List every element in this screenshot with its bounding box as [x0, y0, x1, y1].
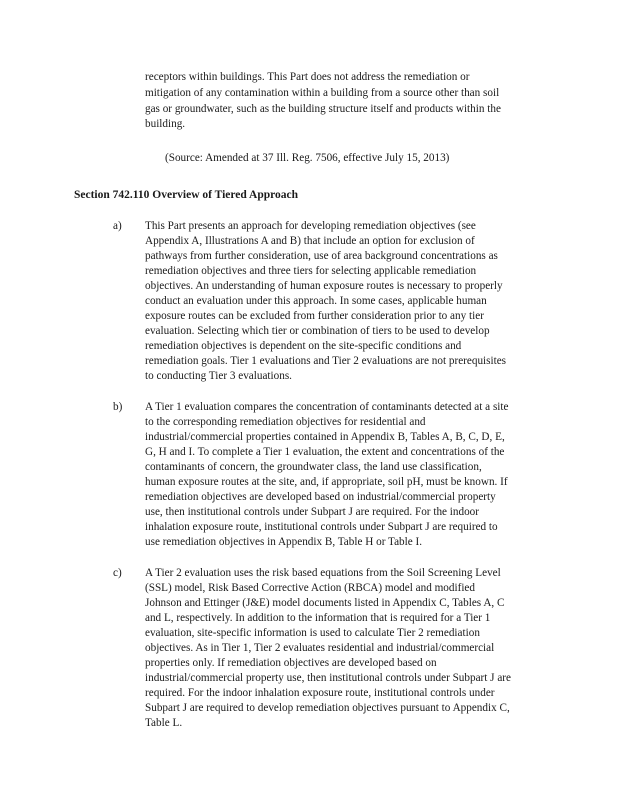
paragraph-line: remediation objectives are developed based on industrial/commercial property [145, 491, 496, 503]
subsection-marker-a: a) [113, 220, 122, 232]
paragraph-line: Appendix A, Illustrations A and B) that include an option for exclusion of [145, 235, 475, 247]
subsection-marker-b: b) [113, 401, 123, 413]
paragraph-line: objectives. An understanding of human exposure routes is necessary to properly [145, 280, 503, 292]
intro-line: receptors within buildings. This Part does not address the remediation or [145, 71, 470, 83]
intro-line: mitigation of any contamination within a building from a source other than soil [145, 87, 500, 99]
intro-line: gas or groundwater, such as the building structure itself and products within the [145, 103, 501, 115]
paragraph-line: exposure routes can be excluded from further consideration prior to any tier [145, 310, 484, 322]
source-note: (Source: Amended at 37 Ill. Reg. 7506, effective July 15, 2013) [165, 152, 450, 164]
intro-line: building. [145, 118, 186, 130]
paragraph-line: conduct an evaluation under this approach. In some cases, applicable human [145, 295, 487, 307]
paragraph-line: A Tier 1 evaluation compares the concentration of contaminants detected at a site [145, 401, 509, 413]
paragraph-line: Subpart J are required to develop remediation objectives pursuant to Appendix C, [145, 702, 510, 714]
paragraph-line: use, then institutional controls under Subpart J are required. For the indoor [145, 506, 480, 518]
paragraph-line: A Tier 2 evaluation uses the risk based equations from the Soil Screening Level [145, 567, 501, 579]
section-heading: Section 742.110 Overview of Tiered Approach [74, 189, 299, 201]
paragraph-line: Table L. [145, 717, 183, 729]
paragraph-line: contaminants of concern, the groundwater class, the land use classification, [145, 461, 482, 473]
paragraph-line: evaluation. Selecting which tier or combination of tiers to be used to develop [145, 325, 490, 337]
paragraph-line: use remediation objectives in Appendix B, Table H or Table I. [145, 536, 423, 548]
paragraph-line: to the corresponding remediation objectives for residential and [145, 416, 426, 428]
paragraph-line: industrial/commercial properties contained in Appendix B, Tables A, B, C, D, E, [145, 431, 505, 443]
paragraph-line: Johnson and Ettinger (J&E) model documents listed in Appendix C, Tables A, C [145, 597, 505, 609]
paragraph-line: industrial/commercial property use, then institutional controls under Subpart J are [145, 672, 511, 684]
paragraph-line: remediation objectives and three tiers for selecting applicable remediation [145, 265, 477, 277]
paragraph-line: inhalation exposure route, institutional controls under Subpart J are required to [145, 521, 498, 533]
paragraph-line: remediation objectives is dependent on the site-specific conditions and [145, 340, 462, 352]
paragraph-line: to conducting Tier 3 evaluations. [145, 370, 292, 382]
paragraph-line: required. For the indoor inhalation exposure route, institutional controls under [145, 687, 495, 699]
paragraph-line: properties only. If remediation objectives are developed based on [145, 657, 437, 669]
paragraph-line: G, H and I. To complete a Tier 1 evaluation, the extent and concentrations of the [145, 446, 505, 458]
paragraph-line: human exposure routes at the site, and, if appropriate, soil pH, must be known. If [145, 476, 508, 488]
paragraph-line: (SSL) model, Risk Based Corrective Action (RBCA) model and modified [145, 582, 475, 594]
paragraph-line: remediation goals. Tier 1 evaluations and Tier 2 evaluations are not prerequisites [145, 355, 507, 367]
paragraph-line: evaluation, site-specific information is used to calculate Tier 2 remediation [145, 627, 480, 639]
paragraph-line: and L, respectively. In addition to the information that is required for a Tier 1 [145, 612, 491, 624]
subsection-marker-c: c) [113, 567, 122, 579]
paragraph-line: pathways from further consideration, use of area background concentrations as [145, 250, 498, 262]
paragraph-line: This Part presents an approach for developing remediation objectives (see [145, 220, 476, 232]
paragraph-line: objectives. As in Tier 1, Tier 2 evaluates residential and industrial/commercial [145, 642, 495, 654]
